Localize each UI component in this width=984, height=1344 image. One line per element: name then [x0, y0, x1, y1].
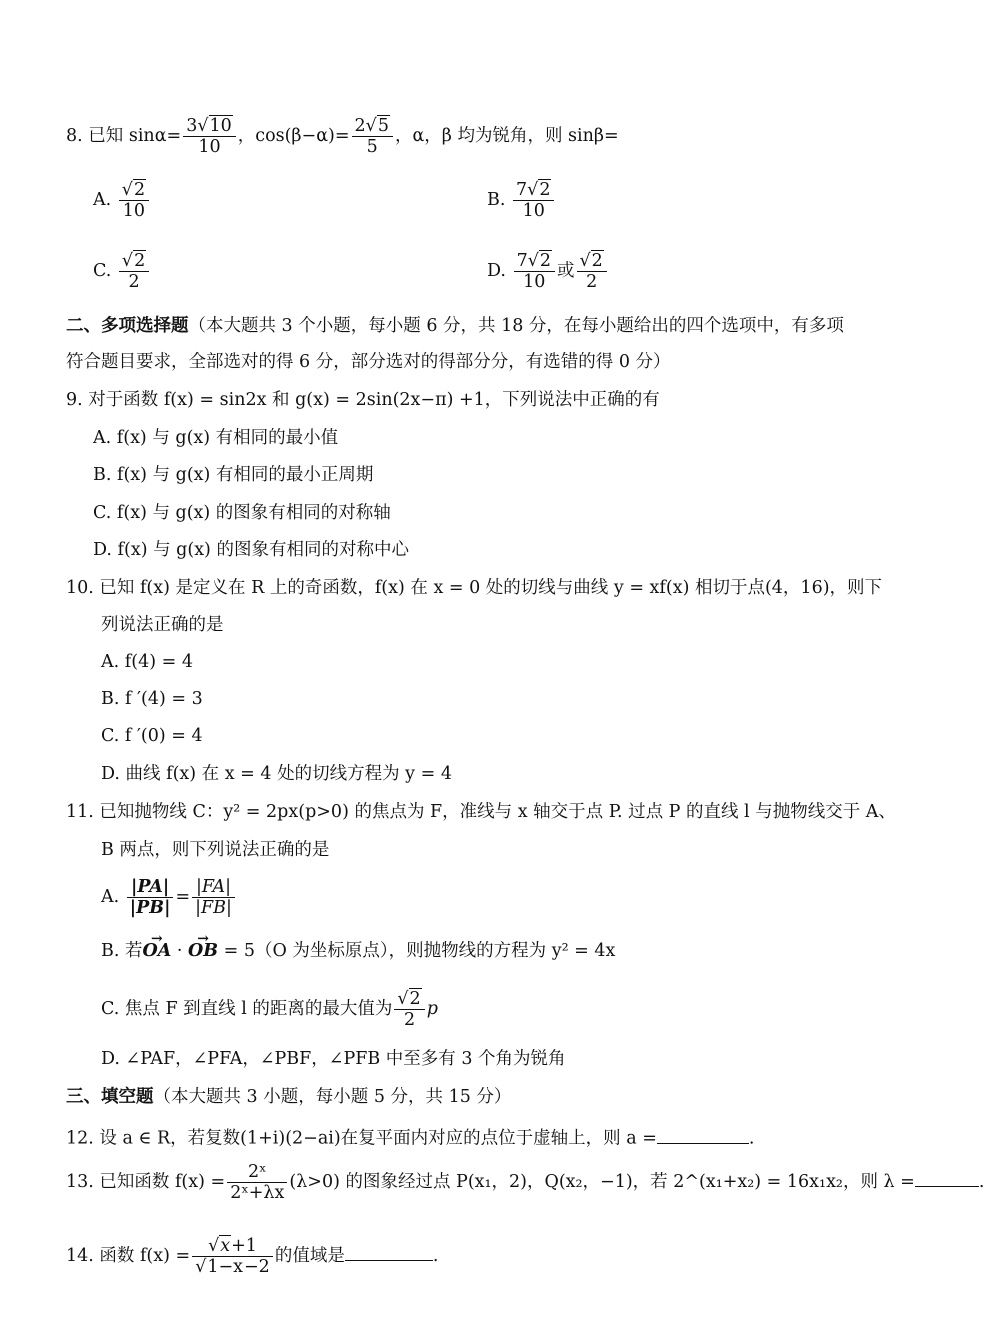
- vector-ob: → OB: [188, 941, 218, 962]
- q9-option-d: D. f(x) 与 g(x) 的图象有相同的对称中心: [93, 540, 409, 560]
- q11-option-b: B. 若→ OA · → OB = 5（O 为坐标原点），则抛物线的方程为 y² = 4x: [101, 941, 615, 962]
- q14-answer-blank[interactable]: [345, 1243, 433, 1262]
- q12: 12. 设 a ∈ R，若复数(1+i)(2−ai)在复平面内对应的点位于虚轴上，则 a = .: [66, 1125, 754, 1150]
- q8-option-a-fraction: $\frac{√2}{10}$: [119, 180, 149, 221]
- q8-cos-fraction: $\frac{2√5}{5}$: [352, 116, 393, 157]
- q8-option-d-fraction-b: $\frac{√2}{2}$: [577, 251, 607, 292]
- q13-answer-blank[interactable]: [915, 1169, 979, 1188]
- q11-option-c: C. 焦点 F 到直线 l 的距离的最大值为 $\frac{√2}{2}$ p: [101, 989, 438, 1031]
- section2-header: [66, 316, 844, 337]
- section2-title: 二、多项选择题: [66, 316, 189, 336]
- q13-fraction: $\frac{\text{2ˣ}}{\text{2ˣ+λx}}$: [227, 1162, 287, 1203]
- q9-option-c: C. f(x) 与 g(x) 的图象有相同的对称轴: [93, 503, 391, 523]
- q8-stem: 8. 已知 sinα= $\frac{3√10}{10}$ ，cos(β−α)= $\frac{2√5}{5}$ ，α，β 均为锐角，则 sinβ=: [66, 116, 619, 158]
- q12-answer-blank[interactable]: [657, 1125, 749, 1144]
- q8-option-c-fraction: $\frac{√2}{2}$: [119, 251, 149, 292]
- section3-title: 三、填空题: [66, 1087, 154, 1107]
- q11-option-d: D. ∠PAF，∠PFA，∠PBF，∠PFB 中至多有 3 个角为锐角: [101, 1049, 566, 1069]
- q11-option-a-fraction-right: $\frac{|FA|}{|FB|}$: [192, 877, 235, 918]
- q9-stem: 9. 对于函数 f(x) = sin2x 和 g(x) = 2sin(2x−π) +1，下列说法中正确的有: [66, 390, 660, 410]
- section3-header: [66, 1087, 511, 1108]
- q8-number: 8.: [66, 126, 83, 147]
- q12-stem: 12. 设 a ∈ R，若复数(1+i)(2−ai)在复平面内对应的点位于虚轴上，则 a =: [66, 1128, 657, 1149]
- q14-fraction: $\frac{√x+1}{√1-x-2}$: [192, 1236, 273, 1277]
- q11-option-c-fraction: $\frac{√2}{2}$: [394, 989, 424, 1030]
- q8-sin-fraction: $\frac{3√10}{10}$: [183, 116, 236, 157]
- q11-stem-line1: 11. 已知抛物线 C：y² = 2px(p>0) 的焦点为 F，准线与 x 轴交于点 P. 过点 P 的直线 l 与抛物线交于 A、: [66, 802, 896, 822]
- q8-cos-lhs: cos(β−α)=: [255, 126, 350, 147]
- q8-sin-lhs: sinα=: [128, 126, 182, 147]
- q8-given: 已知: [88, 126, 124, 147]
- q9-option-a: A. f(x) 与 g(x) 有相同的最小值: [93, 428, 339, 448]
- q8-option-a: A. $\frac{√2}{10}$: [93, 180, 151, 221]
- q10-option-c: C. f ′(0) = 4: [101, 726, 203, 746]
- q8-option-c: C. $\frac{√2}{2}$: [93, 251, 151, 292]
- q10-stem-line2: 列说法正确的是: [101, 615, 224, 635]
- q8-tail: ，α，β 均为锐角，则 sinβ=: [394, 126, 619, 147]
- q13: 13. 已知函数 f(x) = $\frac{\text{2ˣ}}{\text{2ˣ+λx}}$ (λ>0) 的图象经过点 P(x₁，2)，Q(x₂，−1)，若 2^(x₁+x₂) = 16x₁x₂，则 λ = .: [66, 1162, 984, 1204]
- q11-stem-line2: B 两点，则下列说法正确的是: [101, 840, 330, 860]
- q10-option-a: A. f(4) = 4: [101, 652, 193, 672]
- q10-stem-line1: 10. 已知 f(x) 是定义在 R 上的奇函数，f(x) 在 x = 0 处的切线与曲线 y = xf(x) 相切于点(4，16)，则下: [66, 578, 883, 598]
- q11-option-a: A. $\frac{|PA|}{|PB|}$ = $\frac{|FA|}{|FB|}$: [101, 877, 237, 918]
- section3-desc: （本大题共 3 小题，每小题 5 分，共 15 分）: [153, 1087, 512, 1107]
- q14: 14. 函数 f(x) = $\frac{√x+1}{√1-x-2}$ 的值域是 .: [66, 1236, 439, 1278]
- q9-option-b: B. f(x) 与 g(x) 有相同的最小正周期: [93, 465, 374, 485]
- q10-option-d: D. 曲线 f(x) 在 x = 4 处的切线方程为 y = 4: [101, 764, 452, 784]
- section2-desc-line2: 符合题目要求，全部选对的得 6 分，部分选对的得部分分，有选错的得 0 分）: [66, 352, 671, 372]
- q8-option-d-fraction-a: $\frac{7√2}{10}$: [514, 251, 555, 292]
- q11-option-a-fraction-left: $\frac{|PA|}{|PB|}$: [127, 877, 174, 918]
- vector-oa: → OA: [143, 941, 172, 962]
- q10-option-b: B. f ′(4) = 3: [101, 689, 203, 709]
- section2-desc-line1: （本大题共 3 个小题，每小题 6 分，共 18 分，在每小题给出的四个选项中，有多项: [188, 316, 844, 336]
- q8-option-b: B. $\frac{7√2}{10}$: [487, 180, 556, 221]
- q8-option-d: D. $\frac{7√2}{10}$ 或 $\frac{√2}{2}$: [487, 251, 609, 292]
- q8-option-b-fraction: $\frac{7√2}{10}$: [513, 180, 554, 221]
